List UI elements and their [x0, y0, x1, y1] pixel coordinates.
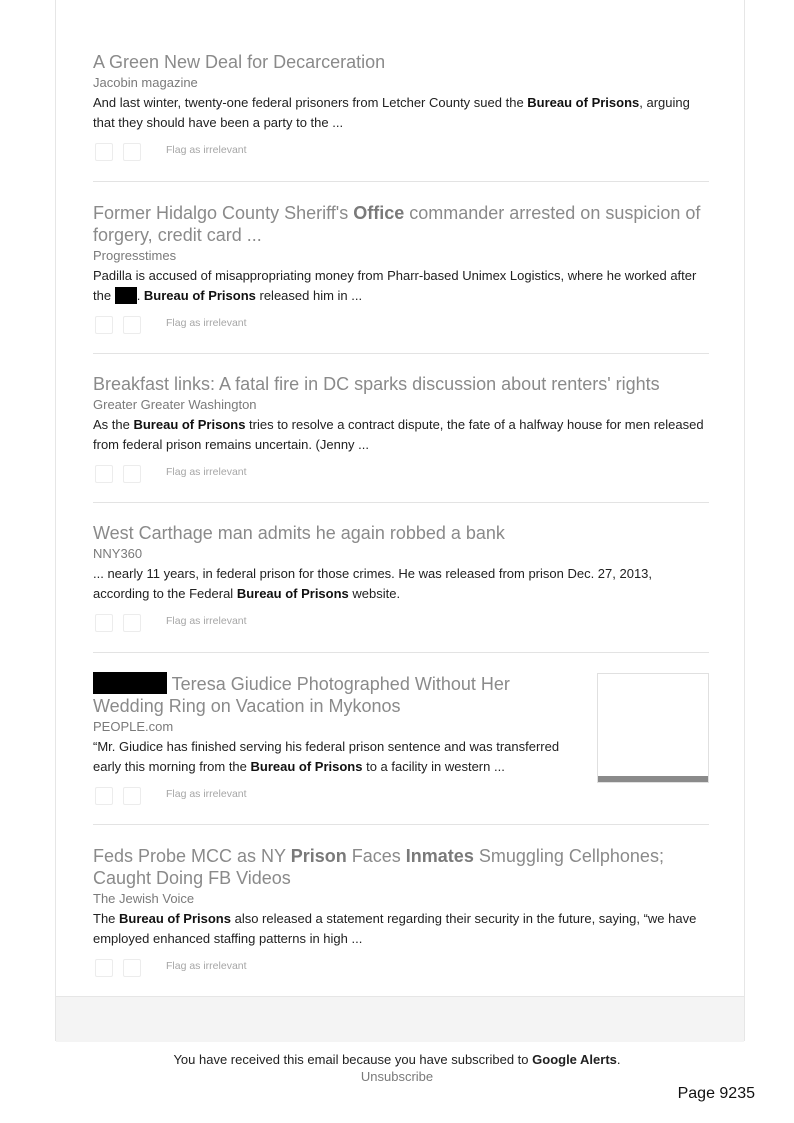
- share-box[interactable]: [95, 143, 113, 161]
- alert-title-link[interactable]: West Carthage man admits he again robbed a bank: [93, 523, 505, 543]
- flag-irrelevant-link[interactable]: Flag as irrelevant: [166, 144, 247, 156]
- alert-snippet: ... nearly 11 years, in federal prison for those crimes. He was released from prison Dec. 27, 2013, according to the Federal Bureau of Prisons website.: [93, 566, 653, 601]
- alert-snippet: Padilla is accused of misappropriating money from Pharr-based Unimex Logistics, where he worked after the . Bureau of Prisons released him in ...: [93, 268, 697, 303]
- alert-actions: [93, 316, 709, 336]
- share-box[interactable]: [123, 959, 141, 977]
- share-box[interactable]: [123, 316, 141, 334]
- google-alerts-link[interactable]: Google Alerts: [532, 1052, 617, 1067]
- flag-irrelevant-link[interactable]: Flag as irrelevant: [166, 788, 247, 800]
- card-footer: [56, 996, 744, 1042]
- alert-source: The Jewish Voice: [93, 891, 195, 906]
- alert-actions: [93, 614, 709, 634]
- flag-irrelevant-link[interactable]: Flag as irrelevant: [166, 960, 247, 972]
- alert-item: [93, 373, 709, 485]
- share-box[interactable]: [123, 465, 141, 483]
- unsubscribe-link[interactable]: Unsubscribe: [360, 1069, 434, 1084]
- alert-source: Greater Greater Washington: [93, 397, 257, 412]
- article-thumbnail[interactable]: [597, 673, 709, 783]
- redaction-block: [115, 287, 137, 304]
- divider: [93, 824, 709, 825]
- alert-source: NNY360: [93, 546, 143, 561]
- alert-source: PEOPLE.com: [93, 719, 174, 734]
- share-box[interactable]: [123, 787, 141, 805]
- share-box[interactable]: [95, 316, 113, 334]
- divider: [93, 502, 709, 503]
- alert-snippet: As the Bureau of Prisons tries to resolve a contract dispute, the fate of a halfway house for men released from federal prison remains uncertain. (Jenny ...: [93, 417, 704, 452]
- alert-source: Jacobin magazine: [93, 75, 198, 90]
- divider: [93, 652, 709, 653]
- flag-irrelevant-link[interactable]: Flag as irrelevant: [166, 466, 247, 478]
- alert-snippet: “Mr. Giudice has finished serving his federal prison sentence and was transferred early this morning from the Bureau of Prisons to a facility in western ...: [93, 739, 560, 774]
- alert-actions: [93, 787, 709, 807]
- alert-title-link[interactable]: Teresa Giudice Photographed Without Her Wedding Ring on Vacation in Mykonos: [93, 674, 510, 716]
- alert-title-link[interactable]: A Green New Deal for Decarceration: [93, 52, 386, 72]
- share-box[interactable]: [123, 143, 141, 161]
- alert-title-link[interactable]: Feds Probe MCC as NY Prison Faces Inmates Smuggling Cellphones; Caught Doing FB Videos: [93, 846, 664, 888]
- alert-item: [93, 51, 709, 163]
- alert-item: [93, 522, 709, 634]
- share-box[interactable]: [123, 614, 141, 632]
- alert-actions: [93, 959, 709, 979]
- page-number: Page 9235: [677, 1085, 755, 1102]
- alert-snippet: And last winter, twenty-one federal prisoners from Letcher County sued the Bureau of Prisons, arguing that they should have been a party to the ...: [93, 95, 690, 130]
- alert-actions: [93, 465, 709, 485]
- alert-source: Progresstimes: [93, 248, 177, 263]
- subscription-note: You have received this email because you have subscribed to Google Alerts.: [173, 1052, 621, 1067]
- alert-title-link[interactable]: Former Hidalgo County Sheriff's Office commander arrested on suspicion of forgery, credit card ...: [93, 203, 701, 245]
- share-box[interactable]: [95, 614, 113, 632]
- flag-irrelevant-link[interactable]: Flag as irrelevant: [166, 317, 247, 329]
- thumbnail-bar: [598, 776, 708, 782]
- alert-item: [93, 845, 709, 979]
- flag-irrelevant-link[interactable]: Flag as irrelevant: [166, 615, 247, 627]
- alert-snippet: The Bureau of Prisons also released a statement regarding their security in the future, saying, “we have employed enhanced staffing patterns in high ...: [93, 911, 697, 946]
- alert-actions: [93, 143, 709, 163]
- alerts-card: [55, 0, 745, 1041]
- redaction-block: [93, 672, 167, 694]
- share-box[interactable]: [95, 465, 113, 483]
- divider: [93, 353, 709, 354]
- alert-item: [93, 202, 709, 336]
- alert-title-link[interactable]: Breakfast links: A fatal fire in DC sparks discussion about renters' rights: [93, 374, 660, 394]
- share-box[interactable]: [95, 787, 113, 805]
- divider: [93, 181, 709, 182]
- share-box[interactable]: [95, 959, 113, 977]
